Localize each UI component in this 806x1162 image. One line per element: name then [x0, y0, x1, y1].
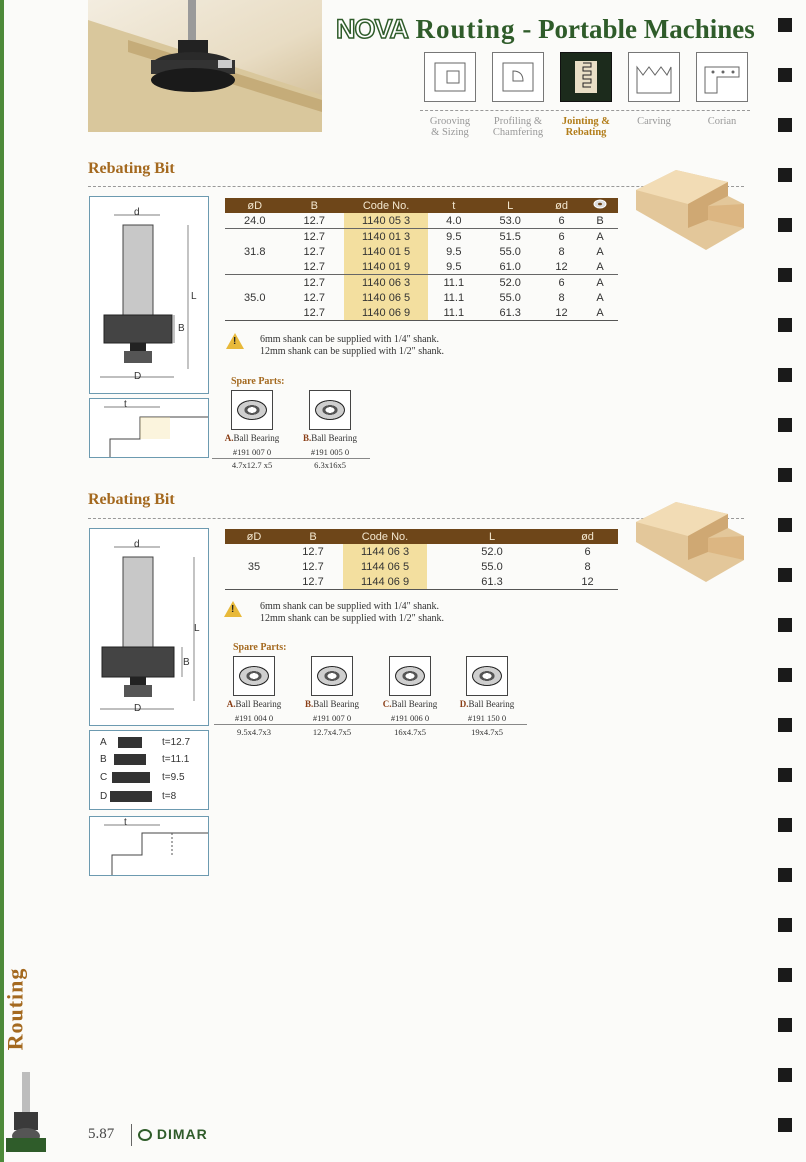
- spare-size-b: 6.3x16x5: [314, 460, 346, 470]
- table-row: 12.7 1140 06 3 11.1 52.0 6 A: [225, 275, 618, 291]
- spare-size-a: 9.5x4.7x3: [237, 727, 271, 737]
- spare-code-a: #191 007 0: [212, 447, 292, 459]
- legend-letter-c: C: [100, 772, 108, 783]
- diagram-label-B: B: [183, 657, 190, 668]
- router-bit-thumbnail: [6, 1072, 46, 1152]
- shank-note-2: 6mm shank can be supplied with 1/4" shank. 12mm shank can be supplied with 1/2" shank.: [260, 601, 445, 624]
- table-row: 12.7 1144 06 9 61.3 12: [225, 574, 618, 590]
- bearing-b-icon: [309, 390, 351, 430]
- header-divider: [420, 110, 750, 111]
- col-header: ød: [541, 198, 582, 213]
- shank-note-1: 6mm shank can be supplied with 1/4" shank. 12mm shank can be supplied with 1/2" shank.: [260, 334, 445, 357]
- col-header: t: [428, 198, 479, 213]
- table-row: 35 12.7 1144 06 5 55.0 8: [247, 560, 591, 573]
- jointing-icon[interactable]: [560, 52, 612, 102]
- spec-table-1: [225, 198, 618, 321]
- col-header: øD: [225, 529, 283, 544]
- title-routing: Routing: [415, 14, 516, 44]
- page-number: 5.87: [88, 1126, 115, 1142]
- col-header: L: [427, 529, 557, 544]
- category-label-corian[interactable]: Corian: [707, 116, 737, 127]
- spare-name-b: B.Ball Bearing: [304, 699, 359, 709]
- legend-bar-c: [112, 772, 150, 783]
- bearing-c-icon: [389, 656, 431, 696]
- legend-t-b: t=11.1: [162, 754, 190, 765]
- legend-letter-d: D: [100, 791, 108, 802]
- carving-icon[interactable]: [628, 52, 680, 102]
- table-row: 12.7 1144 06 3 52.0 6: [302, 545, 591, 558]
- spare-name-b: B.Ball Bearing: [302, 433, 357, 443]
- rebate-wood-illustration: [636, 170, 748, 265]
- diagram-label-B: B: [178, 323, 185, 334]
- bearing-thickness-legend: [89, 730, 209, 810]
- bearing-a-icon: [231, 390, 273, 430]
- section1-title: Rebating Bit: [88, 160, 175, 177]
- legend-bar-a: [118, 737, 142, 748]
- category-label-jointing[interactable]: Jointing & Rebating: [561, 116, 611, 138]
- table-row: 12.7 1140 01 3 9.5 51.5 6 A: [225, 229, 618, 245]
- legend-letter-a: A: [100, 737, 107, 748]
- category-label-profiling[interactable]: Profiling & Chamfering: [492, 116, 544, 138]
- dimar-logo: DIMAR: [138, 1126, 208, 1142]
- rebate-wood-illustration-2: [636, 502, 748, 597]
- nova-logo: NOVA: [336, 14, 409, 44]
- legend-t-c: t=9.5: [162, 772, 185, 783]
- spare-name-a: A.Ball Bearing: [224, 433, 280, 443]
- diagram-label-D: D: [134, 703, 142, 714]
- diagram-label-L: L: [191, 291, 197, 302]
- router-bit-photo: [88, 0, 322, 132]
- legend-letter-b: B: [100, 754, 107, 765]
- col-header: Code No.: [344, 198, 428, 213]
- bearing-b-icon: [311, 656, 353, 696]
- spare-code-d: #191 150 0: [447, 713, 527, 725]
- section-tab: [2, 950, 40, 1070]
- table-row: 35.0 12.7 1140 06 5 11.1 55.0 8 A: [244, 291, 604, 304]
- col-header: B: [283, 529, 343, 544]
- page-brand-title: NOVA Routing - Portable Machines: [336, 14, 755, 44]
- bit-diagram-2: [89, 528, 209, 726]
- profile-label-t: t: [124, 399, 127, 410]
- col-header: L: [479, 198, 541, 213]
- spare-name-d: D.Ball Bearing: [459, 699, 515, 709]
- rebate-profile-2: [89, 816, 209, 876]
- diagram-label-L: L: [194, 623, 200, 634]
- table-row: 12.7 1140 01 9 9.5 61.0 12 A: [303, 260, 604, 273]
- col-header: ød: [557, 529, 618, 544]
- spare-code-b: #191 005 0: [290, 447, 370, 459]
- diagram-label-d: d: [134, 207, 140, 218]
- spare-code-b: #191 007 0: [292, 713, 372, 725]
- diagram-label-d: d: [134, 539, 140, 550]
- warning-icon: [224, 601, 242, 617]
- grooving-icon[interactable]: [424, 52, 476, 102]
- bearing-icon: [582, 198, 618, 213]
- footer-divider: [131, 1124, 132, 1146]
- profile-label-t: t: [124, 817, 127, 828]
- spare-size-d: 19x4.7x5: [471, 727, 503, 737]
- table-row: 31.8 12.7 1140 01 5 9.5 55.0 8 A: [244, 245, 604, 258]
- spare-parts-title-1: Spare Parts:: [231, 376, 285, 387]
- bit-diagram-1: [89, 196, 209, 394]
- spare-size-a: 4.7x12.7 x5: [231, 460, 273, 470]
- warning-icon: [226, 333, 244, 349]
- bearing-d-icon: [466, 656, 508, 696]
- spare-size-c: 16x4.7x5: [394, 727, 426, 737]
- spare-code-a: #191 004 0: [214, 713, 294, 725]
- corian-icon[interactable]: [696, 52, 748, 102]
- rebate-profile-1: [89, 398, 209, 458]
- spare-size-b: 12.7x4.7x5: [312, 727, 352, 737]
- category-label-grooving[interactable]: Grooving & Sizing: [429, 116, 471, 138]
- legend-t-a: t=12.7: [162, 737, 191, 748]
- bearing-a-icon: [233, 656, 275, 696]
- category-label-carving[interactable]: Carving: [637, 116, 671, 127]
- spare-name-c: C.Ball Bearing: [382, 699, 438, 709]
- title-portable-machines: Portable Machines: [538, 14, 755, 44]
- col-header: øD: [225, 198, 285, 213]
- profiling-icon[interactable]: [492, 52, 544, 102]
- col-header: Code No.: [343, 529, 427, 544]
- spec-table-2: [225, 529, 618, 590]
- section-tab-label: Routing: [2, 967, 28, 1051]
- col-header: B: [285, 198, 345, 213]
- table-row: 24.0 12.7 1140 05 3 4.0 53.0 6 B: [244, 214, 604, 227]
- legend-t-d: t=8: [162, 791, 177, 802]
- legend-bar-d: [110, 791, 152, 802]
- spare-code-c: #191 006 0: [370, 713, 450, 725]
- diagram-label-D: D: [134, 371, 142, 382]
- section2-title: Rebating Bit: [88, 491, 175, 508]
- spare-parts-title-2: Spare Parts:: [233, 642, 287, 653]
- spare-name-a: A.Ball Bearing: [226, 699, 282, 709]
- table-row: 12.7 1140 06 9 11.1 61.3 12 A: [225, 305, 618, 321]
- legend-bar-b: [114, 754, 146, 765]
